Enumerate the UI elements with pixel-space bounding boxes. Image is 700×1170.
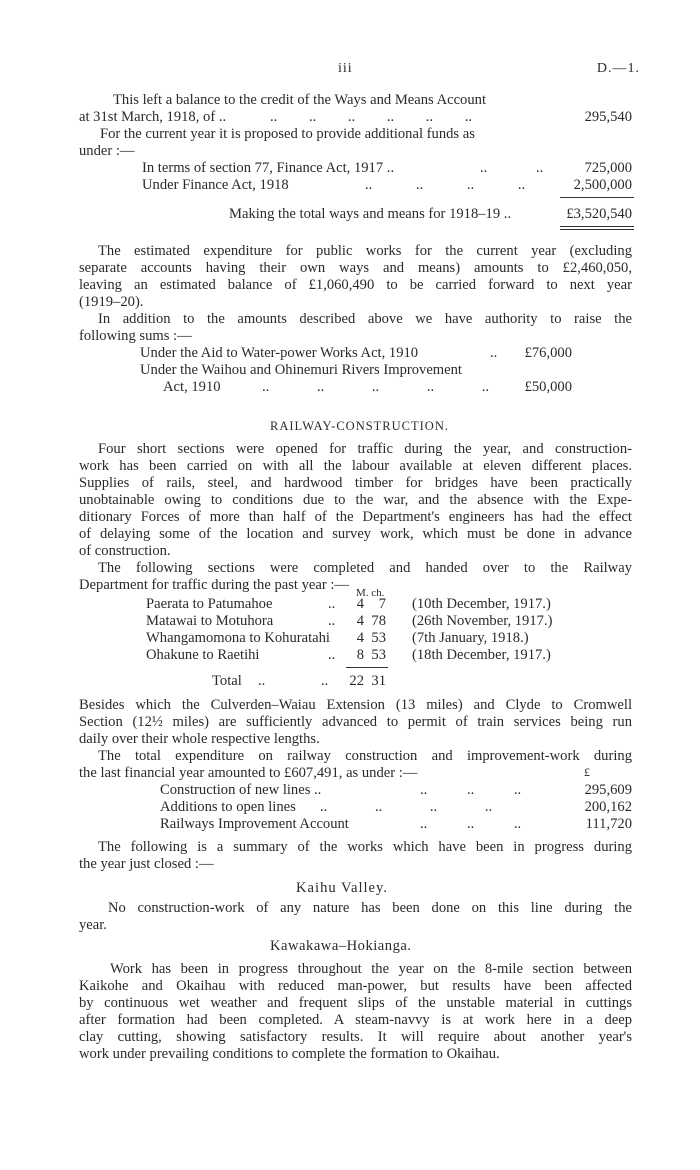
double-rule-bottom (560, 229, 634, 230)
paragraph-line: In addition to the amounts described above we have authority to raise the (98, 311, 632, 327)
currency-symbol: £ (584, 765, 590, 779)
paragraph-line: ditionary Forces of more than half of the Department's engineers has had the effect (79, 509, 632, 525)
leader-dots: .. .. (480, 160, 544, 176)
leader-dots: .. .. .. .. .. (262, 379, 490, 395)
opening-date: (26th November, 1917.) (412, 613, 553, 629)
paragraph-line: year. (79, 917, 107, 933)
paragraph-line: Supplies of rails, steel, and hardwood timber for bridges have been practically (79, 475, 632, 491)
balance-value: 295,540 (584, 109, 632, 125)
fund-item-value: 2,500,000 (573, 177, 632, 193)
opening-date: (7th January, 1918.) (412, 630, 529, 646)
authority-item-value: £76,000 (524, 345, 572, 361)
leader-dots: .. .. .. (420, 782, 522, 798)
total-chains: 31 (371, 673, 386, 689)
section-heading: RAILWAY-CONSTRUCTION. (270, 419, 449, 433)
subsection-heading: Kawakawa–Hokianga. (270, 938, 412, 954)
expenditure-item-value: 295,609 (584, 782, 632, 798)
authority-item-label: Under the Aid to Water-power Works Act, 1910 (140, 345, 419, 361)
fund-item-value: 725,000 (584, 160, 632, 176)
expenditure-item-value: 111,720 (585, 816, 632, 832)
paragraph-line: (1919–20). (79, 294, 144, 310)
section-name: Whangamomona to Kohuratahi (146, 630, 330, 646)
chains: 53 (371, 647, 386, 663)
double-rule-top (560, 226, 634, 227)
paragraph-line: leaving an estimated balance of £1,060,490 to be carried forward to next year (79, 277, 632, 293)
expenditure-item-label: Construction of new lines .. (160, 782, 322, 798)
fund-item-label: Under Finance Act, 1918 (142, 177, 289, 193)
leader-dots: .. (328, 613, 336, 629)
paragraph-line: Besides which the Culverden–Waiau Extension (13 miles) and Clyde to Cromwell (79, 697, 632, 713)
leader-dots: .. .. .. .. .. .. (270, 109, 473, 125)
leader-dots: .. .. .. (420, 816, 522, 832)
total-label: Total (212, 673, 242, 689)
opening-date: (10th December, 1917.) (412, 596, 551, 612)
paragraph-line: The estimated expenditure for public works for the current year (excluding (98, 243, 632, 259)
total-miles: 22 (349, 673, 364, 689)
section-name: Ohakune to Raetihi (146, 647, 260, 663)
text-line: at 31st March, 1918, of .. (79, 109, 227, 125)
paragraph-line: The following sections were completed and handed over to the Railway (98, 560, 632, 576)
fund-item-label: In terms of section 77, Finance Act, 1917 .. (142, 160, 395, 176)
leader-dots: .. .. .. .. (365, 177, 526, 193)
leader-dots: .. (490, 345, 498, 361)
paragraph-line: Work has been in progress throughout the year on the 8-mile section between (110, 961, 632, 977)
leader-dots: .. .. .. .. (320, 799, 493, 815)
leader-dots: .. (328, 596, 336, 612)
miles: 4 (356, 613, 364, 629)
leader-dots: .. .. (258, 673, 329, 689)
expenditure-item-label: Additions to open lines (160, 799, 296, 815)
opening-date: (18th December, 1917.) (412, 647, 551, 663)
paragraph-line: The total expenditure on railway construction and improvement-work during (98, 748, 632, 764)
authority-item-value: £50,000 (524, 379, 572, 395)
sum-rule (560, 197, 634, 198)
miles: 4 (356, 596, 364, 612)
paragraph-line: the last financial year amounted to £607,491, as under :— (79, 765, 418, 781)
section-name: Matawai to Motuhora (146, 613, 274, 629)
sum-rule (346, 667, 388, 668)
total-value: £3,520,540 (566, 206, 632, 222)
paragraph-line: The following is a summary of the works which have been in progress during (98, 839, 632, 855)
paragraph-line: Four short sections were opened for traffic during the year, and construction- (98, 441, 632, 457)
subsection-heading: Kaihu Valley. (296, 880, 389, 896)
miles: 8 (356, 647, 364, 663)
miles: 4 (356, 630, 364, 646)
paragraph-line: clay cutting, showing satisfactory results. It will require about another year's (79, 1029, 632, 1045)
authority-item-label: Under the Waihou and Ohinemuri Rivers Improvement (140, 362, 462, 378)
text-line: For the current year it is proposed to provide additional funds as (100, 126, 475, 142)
paragraph-line: daily over their whole respective lengths. (79, 731, 320, 747)
section-name: Paerata to Patumahoe (146, 596, 273, 612)
paragraph-line: No construction-work of any nature has been done on this line during the (108, 900, 632, 916)
column-header: M. ch. (356, 587, 385, 599)
page-number: iii (338, 61, 353, 76)
paragraph-line: work has been carried on with all the labour available at eleven different places. (79, 458, 632, 474)
paragraph-line: the year just closed :— (79, 856, 214, 872)
authority-item-label: Act, 1910 (163, 379, 221, 395)
paragraph-line: work under prevailing conditions to complete the formation to Okaihau. (79, 1046, 500, 1062)
paragraph-line: separate accounts having their own ways and means) amounts to £2,460,050, (79, 260, 632, 276)
paragraph-line: Section (12½ miles) are sufficiently advanced to permit of train services being run (79, 714, 632, 730)
text-line: This left a balance to the credit of the Ways and Means Account (113, 92, 487, 108)
paragraph-line: unobtainable owing to conditions due to the war, and the absence with the Expe- (79, 492, 632, 508)
chains: 78 (371, 613, 386, 629)
expenditure-item-label: Railways Improvement Account (160, 816, 349, 832)
leader-dots: .. (328, 647, 336, 663)
expenditure-item-value: 200,162 (584, 799, 632, 815)
paragraph-line: after formation had been completed. A steam-navvy is at work here in a deep (79, 1012, 632, 1028)
chains: 53 (371, 630, 386, 646)
paragraph-line: of delaying some of the location and survey work, which must be done in advance (79, 526, 632, 542)
total-label: Making the total ways and means for 1918–19 .. (229, 206, 512, 222)
section-reference: D.—1. (596, 61, 640, 76)
paragraph-line: by continuous wet weather and frequent slips of the unstable material in cuttings (79, 995, 632, 1011)
paragraph-line: Kaikohe and Okaihau with reduced man-power, but results have been affected (79, 978, 632, 994)
text-line: under :— (79, 143, 135, 159)
chains: 7 (378, 596, 386, 612)
paragraph-line: Department for traffic during the past year :— (79, 577, 350, 593)
paragraph-line: following sums :— (79, 328, 192, 344)
paragraph-line: of construction. (79, 543, 171, 559)
